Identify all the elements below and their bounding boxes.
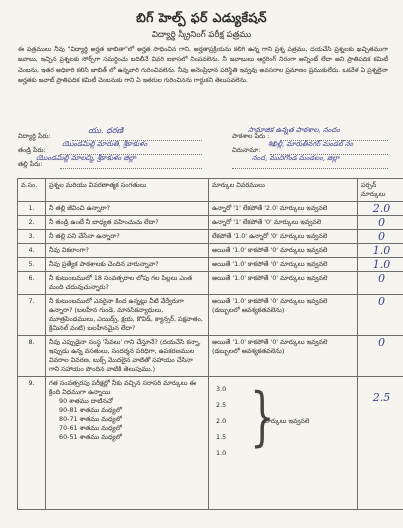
row-number: 1.: [18, 202, 46, 216]
row-criteria: అయితే '1.0' కాకపోతే '0' మార్కులు ఇవ్వవలె: [209, 258, 358, 272]
screening-table: [17, 178, 403, 510]
table-row: [18, 216, 403, 230]
address-label: చిరునామా:: [232, 146, 261, 154]
page-title: బిగ్ హెల్ప్ ఫర్ ఎడ్యుకేషన్: [136, 10, 267, 25]
row-mark: 0: [378, 230, 385, 243]
row-mark: 2.5: [372, 391, 391, 404]
father-value: యొండమిల్లి మారుతి, శ్రీకాకుళం: [62, 140, 148, 148]
school-value: సామాజిక ఉన్నత పాఠశాల, నందం: [248, 126, 340, 134]
row-question-text: గత సంవత్సరపు పరీక్షల్లో నీకు వచ్చిన సరాసరి మార్కులు ఈ క్రింది విధముగా ఉన్నాయి: [49, 379, 196, 396]
row-number: 3.: [18, 230, 46, 244]
scale-value: 2.5: [216, 401, 227, 409]
row-number: 9.: [18, 377, 46, 510]
row-question: నీ తండ్రి ఉంటే నీ బాధ్యత వహించుచు లేదా?: [46, 216, 209, 230]
table-row: [18, 336, 403, 377]
row-number: 6.: [18, 272, 46, 295]
row-question: నీవు ఎప్పుడైనా సంస్థ 'సేవలు' గాని చేస్తూనే? (దయచేసి కన్నా, ఇప్పుడు ఉన్న వసతులు, సందర్శన పరిధిగా, ఉపకరణముల వివరాల వివరణ, బుక్స్ మొదలైన వాటితో సహాయం చేసినా గాని సహాయం పొందిన వాటికి తెలుపుము.): [46, 336, 209, 377]
student-name-label: విద్యార్థి పేరు:: [18, 132, 51, 140]
row-question: నీ కుటుంబములో 18 సంవత్సరాల లోపు గల పిల్లలు ఎంత మంది చదువుచున్నారు?: [46, 272, 209, 295]
row-criteria: అయితే '1.0' కాకపోతే '0' మార్కులు ఇవ్వవలె (డబ్బులలో ఆవశ్యకతవలెను): [209, 295, 358, 336]
address-value: శిఖిల్లి, మారుతీనగర్ మండల్ నం: [268, 140, 354, 148]
row-criteria: ఉన్నారో '1' లేకపోతే '0' మార్కులు ఇవ్వవలె: [209, 216, 358, 230]
row-mark: 0: [378, 272, 385, 285]
table-row: [18, 295, 403, 336]
scale-value: 3.0: [216, 385, 227, 393]
row-question: నీవు ప్రత్యేక పాఠశాలకు చెందిన వారున్నావా?: [46, 258, 209, 272]
row-number: 7.: [18, 295, 46, 336]
col-header-question: ప్రశ్నల మరియు వివరణాత్మక సంగతులు: [46, 179, 209, 202]
col-header-marks: పర్సన్ మార్కులు: [358, 179, 403, 202]
intro-paragraph: ఈ పత్రములు నీవు "విద్యార్థి అర్హత జాబితా"లో అర్హత సాధించిన గాని, అర్హతాప్రక్రియను కలిగి ఉన్న గాని ప్రశ్న పత్రము, దయచేసి ప్రశ్నలకు ఖచ్చితముగా జవాబు, ఇచ్చిన ప్రశ్నలకు సోర్స్‌గా సమర్థించు బదిలీనే వివరి ఐకాసలో నింపవలెను. నీ జవాబులు ఆర్డరింగ్ నిరంగా అన్నింట్ లేదా అని ప్రాతిపదిక కమిటీ చెంబను, ఇతర అధికారి కలిసి జాబిత్ లో ఉన్నవారి గురించివలెను. నీవు అనెంప్రిధాన పరిస్థితి ఇవ్వవు అవసరాల ప్రమాణం ప్రముకులేదు. ఒకవేళ ఏ ప్రశ్నలైనా అర్హతకు జవాబ్ ప్రాతిపదిక కమిటీ చెంబనుకు గాని ఏ ఇతరుల గురించినను గార్డుకని తెలుపవలెను.: [18, 46, 388, 85]
range-item: 90 శాతము దాటినచో: [59, 397, 113, 405]
table-header-row: [18, 179, 403, 202]
row-mark: 0: [378, 295, 385, 308]
row-criteria: అయితే '1.0' కాకపోతే '0' మార్కులు ఇవ్వవలె: [209, 244, 358, 258]
row-question: నీ తల్లి పని చేసేనా ఉన్నారా?: [46, 230, 209, 244]
range-item: 60-51 శాతము మధ్యలో: [59, 433, 122, 441]
row-criteria: లేకపోతే '1.0' ఉన్నారో '0' మార్కులు ఇవ్వవలె: [209, 230, 358, 244]
row-number: 5.: [18, 258, 46, 272]
row-number: 2.: [18, 216, 46, 230]
brace-glyph: }: [250, 380, 275, 454]
mother-label: తల్లి పేరు:: [18, 160, 43, 168]
row-mark: 2.0: [372, 202, 391, 215]
row-mark: 0: [378, 216, 385, 229]
scale-value: 1.0: [216, 449, 227, 457]
row-question: నీవు వికలాంగా?: [46, 244, 209, 258]
row-mark: 1.0: [372, 244, 391, 257]
table-row: [18, 377, 403, 510]
table-row: [18, 244, 403, 258]
scale-criteria: మార్కులు ఇవ్వవలె: [262, 417, 310, 425]
scale-value: 1.5: [216, 433, 227, 441]
col-header-no: వ.సం.: [18, 179, 46, 202]
row-criteria: ఉన్నారో '1' లేకపోతే '2.0' మార్కులు ఇవ్వవలె: [209, 202, 358, 216]
row-mark: 0: [378, 336, 385, 349]
row-number: 4.: [18, 244, 46, 258]
row-number: 8.: [18, 336, 46, 377]
scale-value: 2.0: [216, 417, 227, 425]
student-name-value: యు. ధరణి: [88, 126, 124, 135]
range-item: 90-81 శాతము మధ్యలో: [59, 406, 122, 414]
father-label: తండ్రి పేరు:: [18, 146, 46, 154]
row-criteria: [209, 377, 358, 510]
mother-value: యొండమిల్లి మాలచ్మి, శ్రీకాకుళం జిల్లా: [36, 154, 136, 162]
row-criteria: అయితే '1.0' కాకపోతే '0' మార్కులు ఇవ్వవలె: [209, 272, 358, 295]
page-subtitle: విద్యార్థి స్క్రీనింగ్ పరీక్ష పత్రము: [151, 30, 252, 40]
table-row: [18, 230, 403, 244]
table-row: [18, 272, 403, 295]
row-criteria: అయితే '1.0' కాకపోతే '0' మార్కులు ఇవ్వవలె (డబ్బులలో ఆవశ్యకతవలెను): [209, 336, 358, 377]
row-question: [46, 377, 209, 510]
range-item: 70-61 శాతము మధ్యలో: [59, 424, 122, 432]
col-header-criteria: మార్కుల వివరములు: [209, 179, 358, 202]
table-row: [18, 258, 403, 272]
row-question: నీ కుటుంబములో ఎవరైనా కింద ఉన్నట్లు వీటి వేర్వేరుగా ఉన్నారా? (బలహీన గుండె, మానసికవ్యాధులు, మూత్రపిండములు, ఎయిడ్స్, క్షయ, కొవిడ్, క్యాన్సర్, పక్షవాతం, క్రిమినల్ వంటి) బలహీనమైన లేదా?: [46, 295, 209, 336]
row-mark: 1.0: [372, 258, 391, 271]
address-value-line2: నంద, ముదిగొండ మండలం, జిల్లా: [252, 154, 340, 162]
school-label: పాఠశాల పేరు :: [232, 132, 270, 140]
range-item: 80-71 శాతము మధ్యలో: [59, 415, 122, 423]
table-row: [18, 202, 403, 216]
row-question: నీ తల్లి జీవించి ఉన్నారా?: [46, 202, 209, 216]
